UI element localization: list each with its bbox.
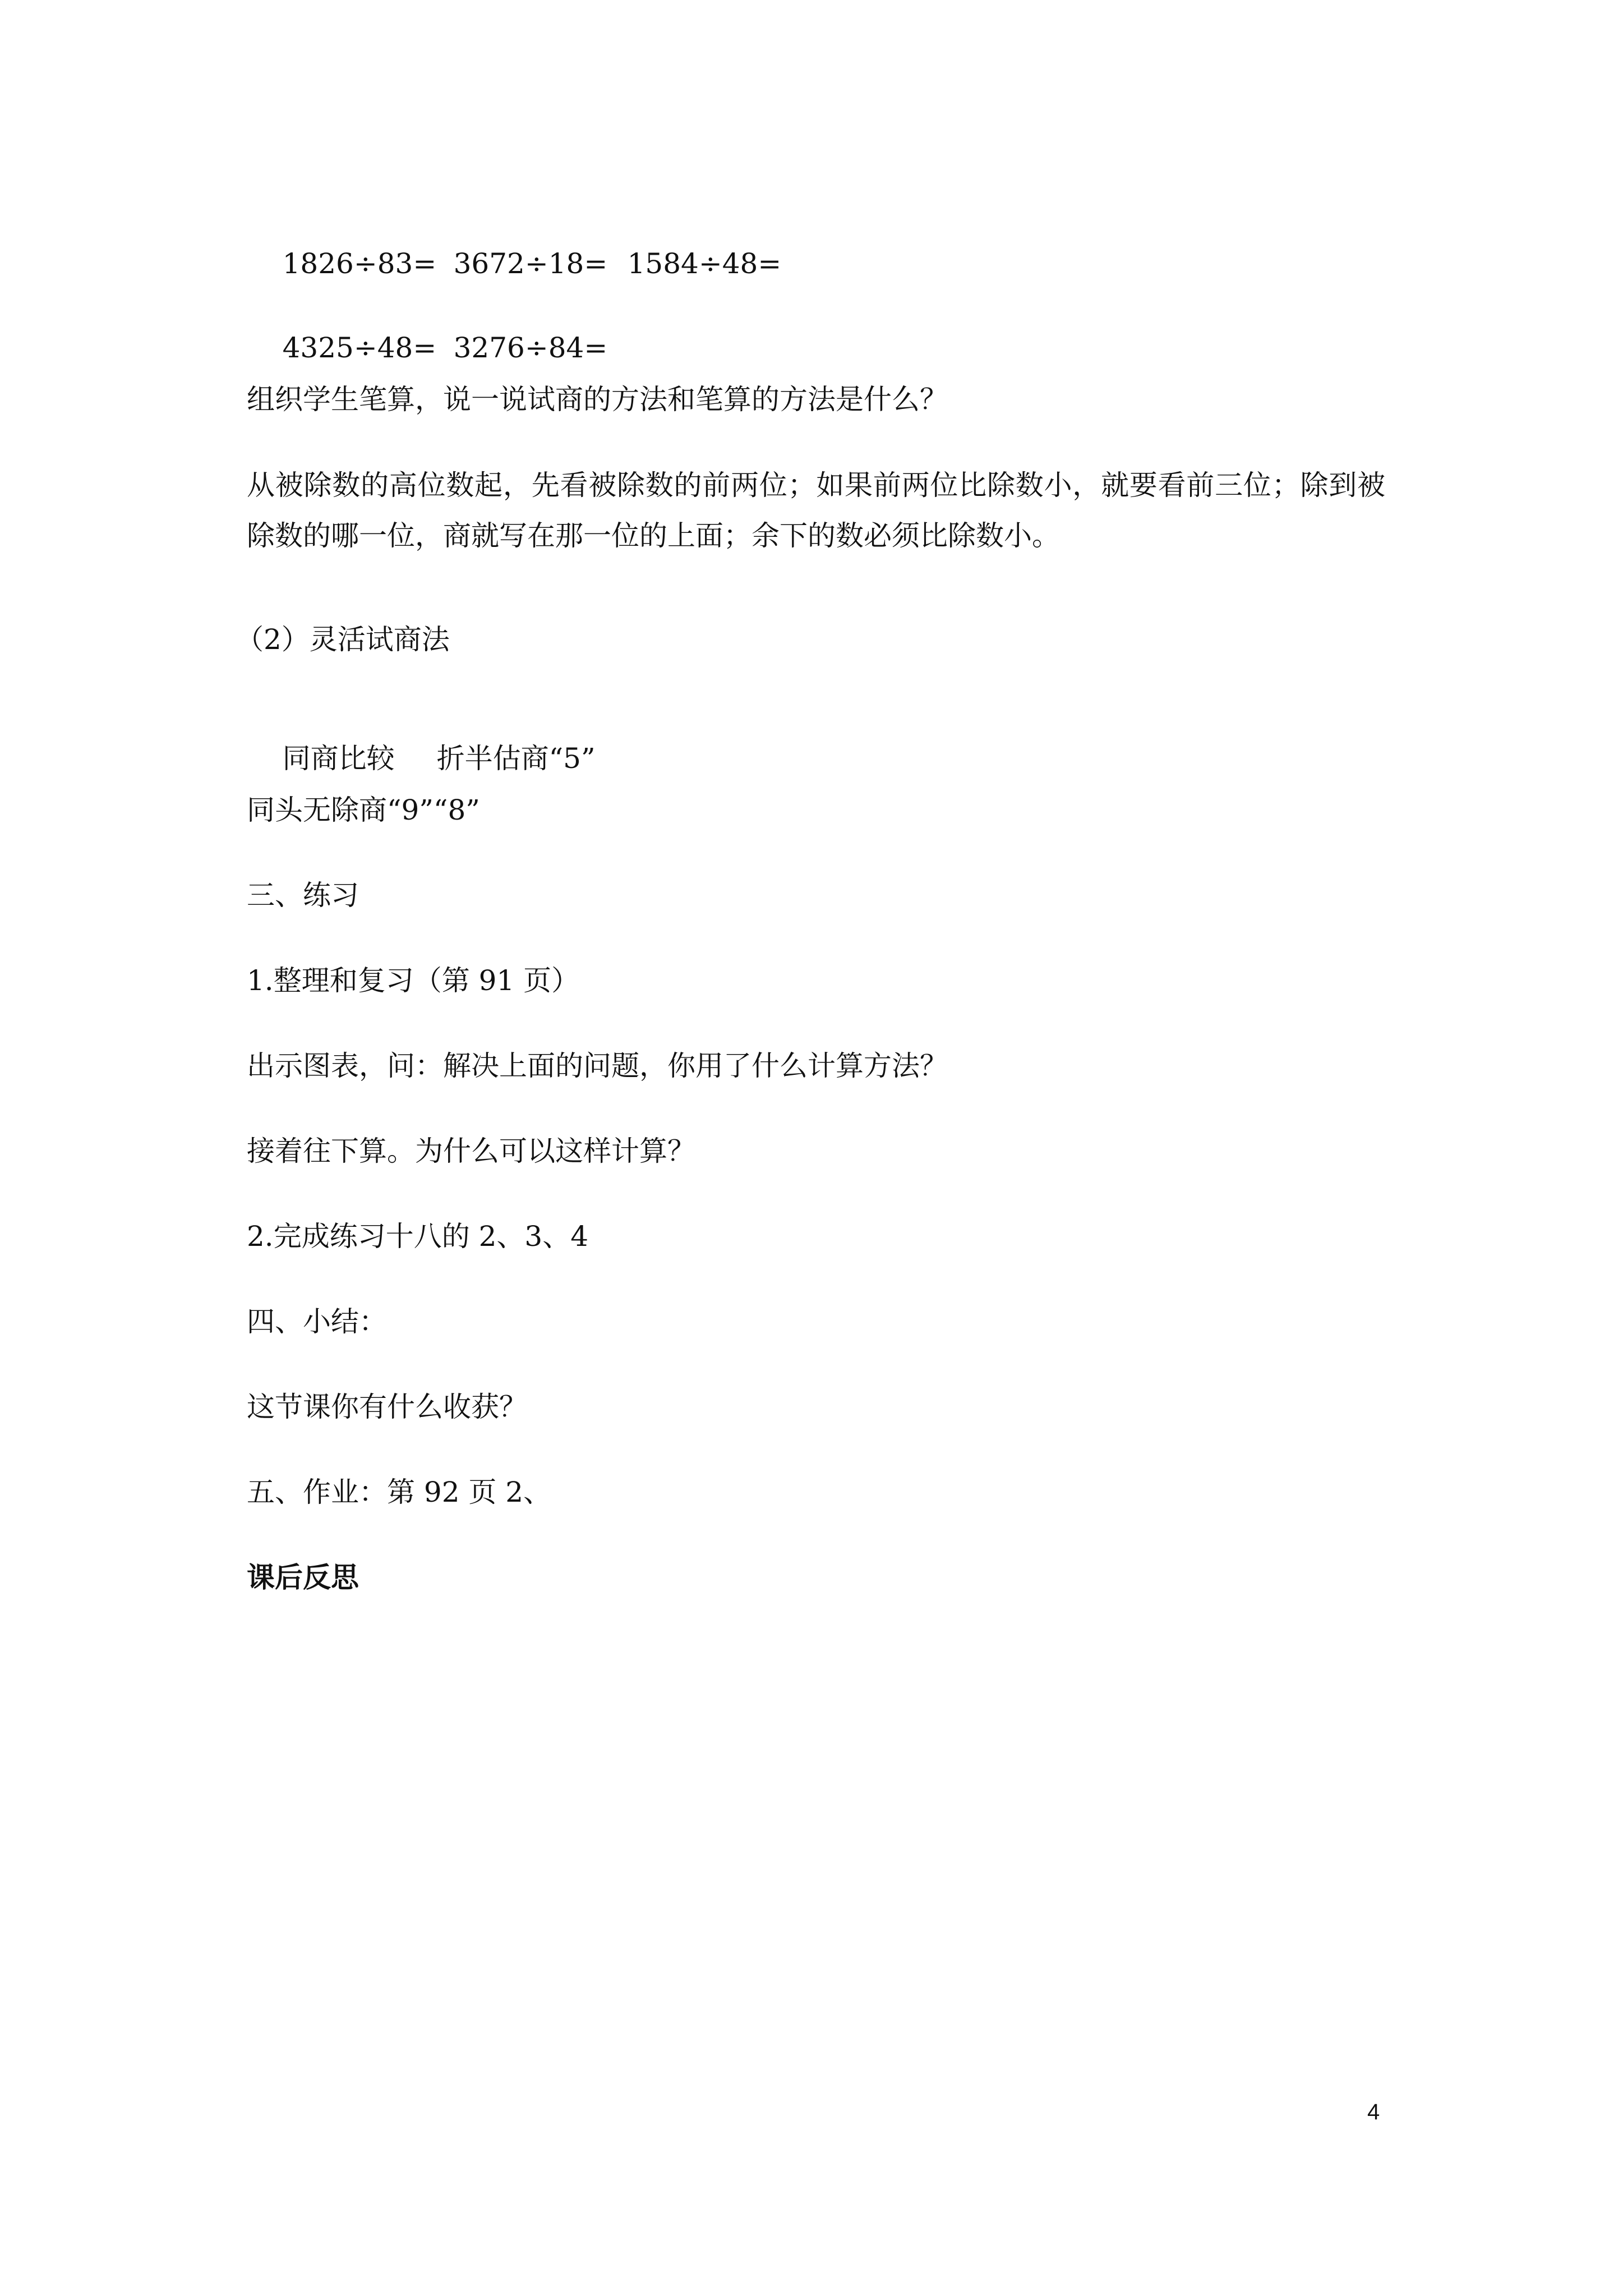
- summary-question: 这节课你有什么收获？: [247, 1391, 527, 1423]
- tip-row-2: 同头无除商“9”“8”: [247, 794, 480, 826]
- method-paragraph: 从被除数的高位数起，先看被除数的前两位；如果前两位比除数小，就要看前三位；除到被除数的哪一位，商就写在那一位的上面；余下的数必须比除数小。: [247, 469, 1385, 552]
- practice-item-2: 2.完成练习十八的 2、3、4: [247, 1220, 589, 1253]
- practice-item-1: 1.整理和复习（第 91 页）: [247, 964, 580, 997]
- equation-4325-div-48: 4325÷48=: [282, 332, 437, 364]
- section-heading-summary: 四、小结：: [247, 1305, 387, 1338]
- page-number: 4: [1367, 2100, 1380, 2124]
- section-heading-homework: 五、作业：第 92 页 2、: [247, 1476, 552, 1508]
- tip-half-estimate: 折半估商“5”: [436, 742, 596, 775]
- equation-3276-div-84: 3276÷84=: [453, 332, 608, 364]
- equation-1584-div-48: 1584÷48=: [627, 247, 782, 280]
- heading-post-class-reflection: 课后反思: [247, 1561, 359, 1594]
- tip-same-quotient-compare: 同商比较: [282, 742, 395, 775]
- equation-1826-div-83: 1826÷83=: [282, 247, 437, 280]
- practice-item-1-question-1: 出示图表，问：解决上面的问题，你用了什么计算方法？: [247, 1050, 948, 1082]
- practice-item-1-question-2: 接着往下算。为什么可以这样计算？: [247, 1135, 695, 1167]
- instruction-text: 组织学生笔算，说一说试商的方法和笔算的方法是什么？: [247, 383, 948, 416]
- equation-3672-div-18: 3672÷18=: [453, 247, 608, 280]
- subheading-flexible-trial-quotient: （2）灵活试商法: [236, 623, 450, 656]
- section-heading-practice: 三、练习: [247, 879, 359, 912]
